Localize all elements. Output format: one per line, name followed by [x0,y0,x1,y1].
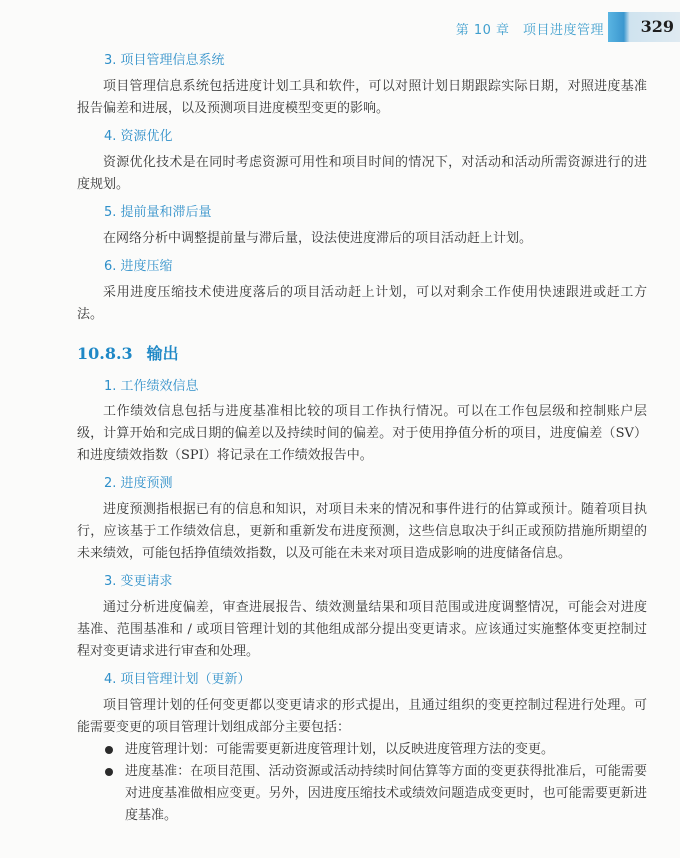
section-title-outputs [77,342,647,366]
section-heading-resource-optimization: 4. 资源优化 [104,129,173,144]
paragraph-leads-lags: 在网络分析中调整提前量与滞后量，设法使进度滞后的项目活动赶上计划。 [103,231,533,246]
paragraph-mis: 项目管理信息系统包括进度计划工具和软件，可以对照计划日期跟踪实际日期，对照进度基准报告偏差和进展，以及预测项目进度模型变更的影响。 [77,79,647,116]
page-body [77,48,647,827]
bullet-icon [105,746,113,754]
paragraph-pm-plan-updates: 项目管理计划的任何变更都以变更请求的形式提出，且通过组织的变更控制过程进行处理。可能需要变更的项目管理计划组成部分主要包括： [77,698,647,735]
list-item-text: 进度管理计划：可能需要更新进度管理计划，以反映进度管理方法的变更。 [125,742,555,757]
paragraph-work-performance: 工作绩效信息包括与进度基准相比较的项目工作执行情况。可以在工作包层级和控制账户层级，计算开始和完成日期的偏差以及持续时间的偏差。对于使用挣值分析的项目，进度偏差（SV）和进度绩效指数（SPI）将记录在工作绩效报告中。 [77,404,647,463]
paragraph-resource-optimization: 资源优化技术是在同时考虑资源可用性和项目时间的情况下，对活动和活动所需资源进行的进度规划。 [77,155,647,192]
chapter-title: 第 10 章 项目进度管理 [455,23,604,38]
section-heading-work-performance: 1. 工作绩效信息 [104,379,199,394]
list-item [101,739,647,761]
section-heading-pm-plan-updates: 4. 项目管理计划（更新） [104,672,251,687]
page-number-tab [608,12,680,42]
bullet-list [77,739,647,827]
page-header [0,12,680,42]
paragraph-schedule-compression: 采用进度压缩技术使进度落后的项目活动赶上计划，可以对剩余工作使用快速跟进或赶工方法。 [77,285,647,322]
section-heading-leads-lags: 5. 提前量和滞后量 [104,205,212,220]
paragraph-schedule-forecasts: 进度预测指根据已有的信息和知识，对项目未来的情况和事件进行的估算或预计。随着项目执行，应该基于工作绩效信息，更新和重新发布进度预测，这些信息取决于纠正或预防措施所期望的未来绩效，可能包括挣值绩效指数，以及可能在未来对项目造成影响的进度储备信息。 [77,502,647,561]
page-number: 329 [640,17,674,36]
section-heading-change-requests: 3. 变更请求 [104,574,173,589]
section-heading-mis: 3. 项目管理信息系统 [104,53,225,68]
list-item-text: 进度基准：在项目范围、活动资源或活动持续时间估算等方面的变更获得批准后，可能需要对进度基准做相应变更。另外，因进度压缩技术或绩效问题造成变更时，也可能需要更新进度基准。 [125,764,647,823]
section-heading-schedule-compression: 6. 进度压缩 [104,259,173,274]
bullet-icon [105,768,113,776]
section-number: 10.8.3 [77,344,133,363]
paragraph-change-requests: 通过分析进度偏差，审查进展报告、绩效测量结果和项目范围或进度调整情况，可能会对进度基准、范围基准和 / 或项目管理计划的其他组成部分提出变更请求。应该通过实施整体变更控制过程对变更请求进行审查和处理。 [77,600,647,659]
list-item [101,761,647,827]
section-title-text: 输出 [146,344,179,363]
section-heading-schedule-forecasts: 2. 进度预测 [104,476,173,491]
